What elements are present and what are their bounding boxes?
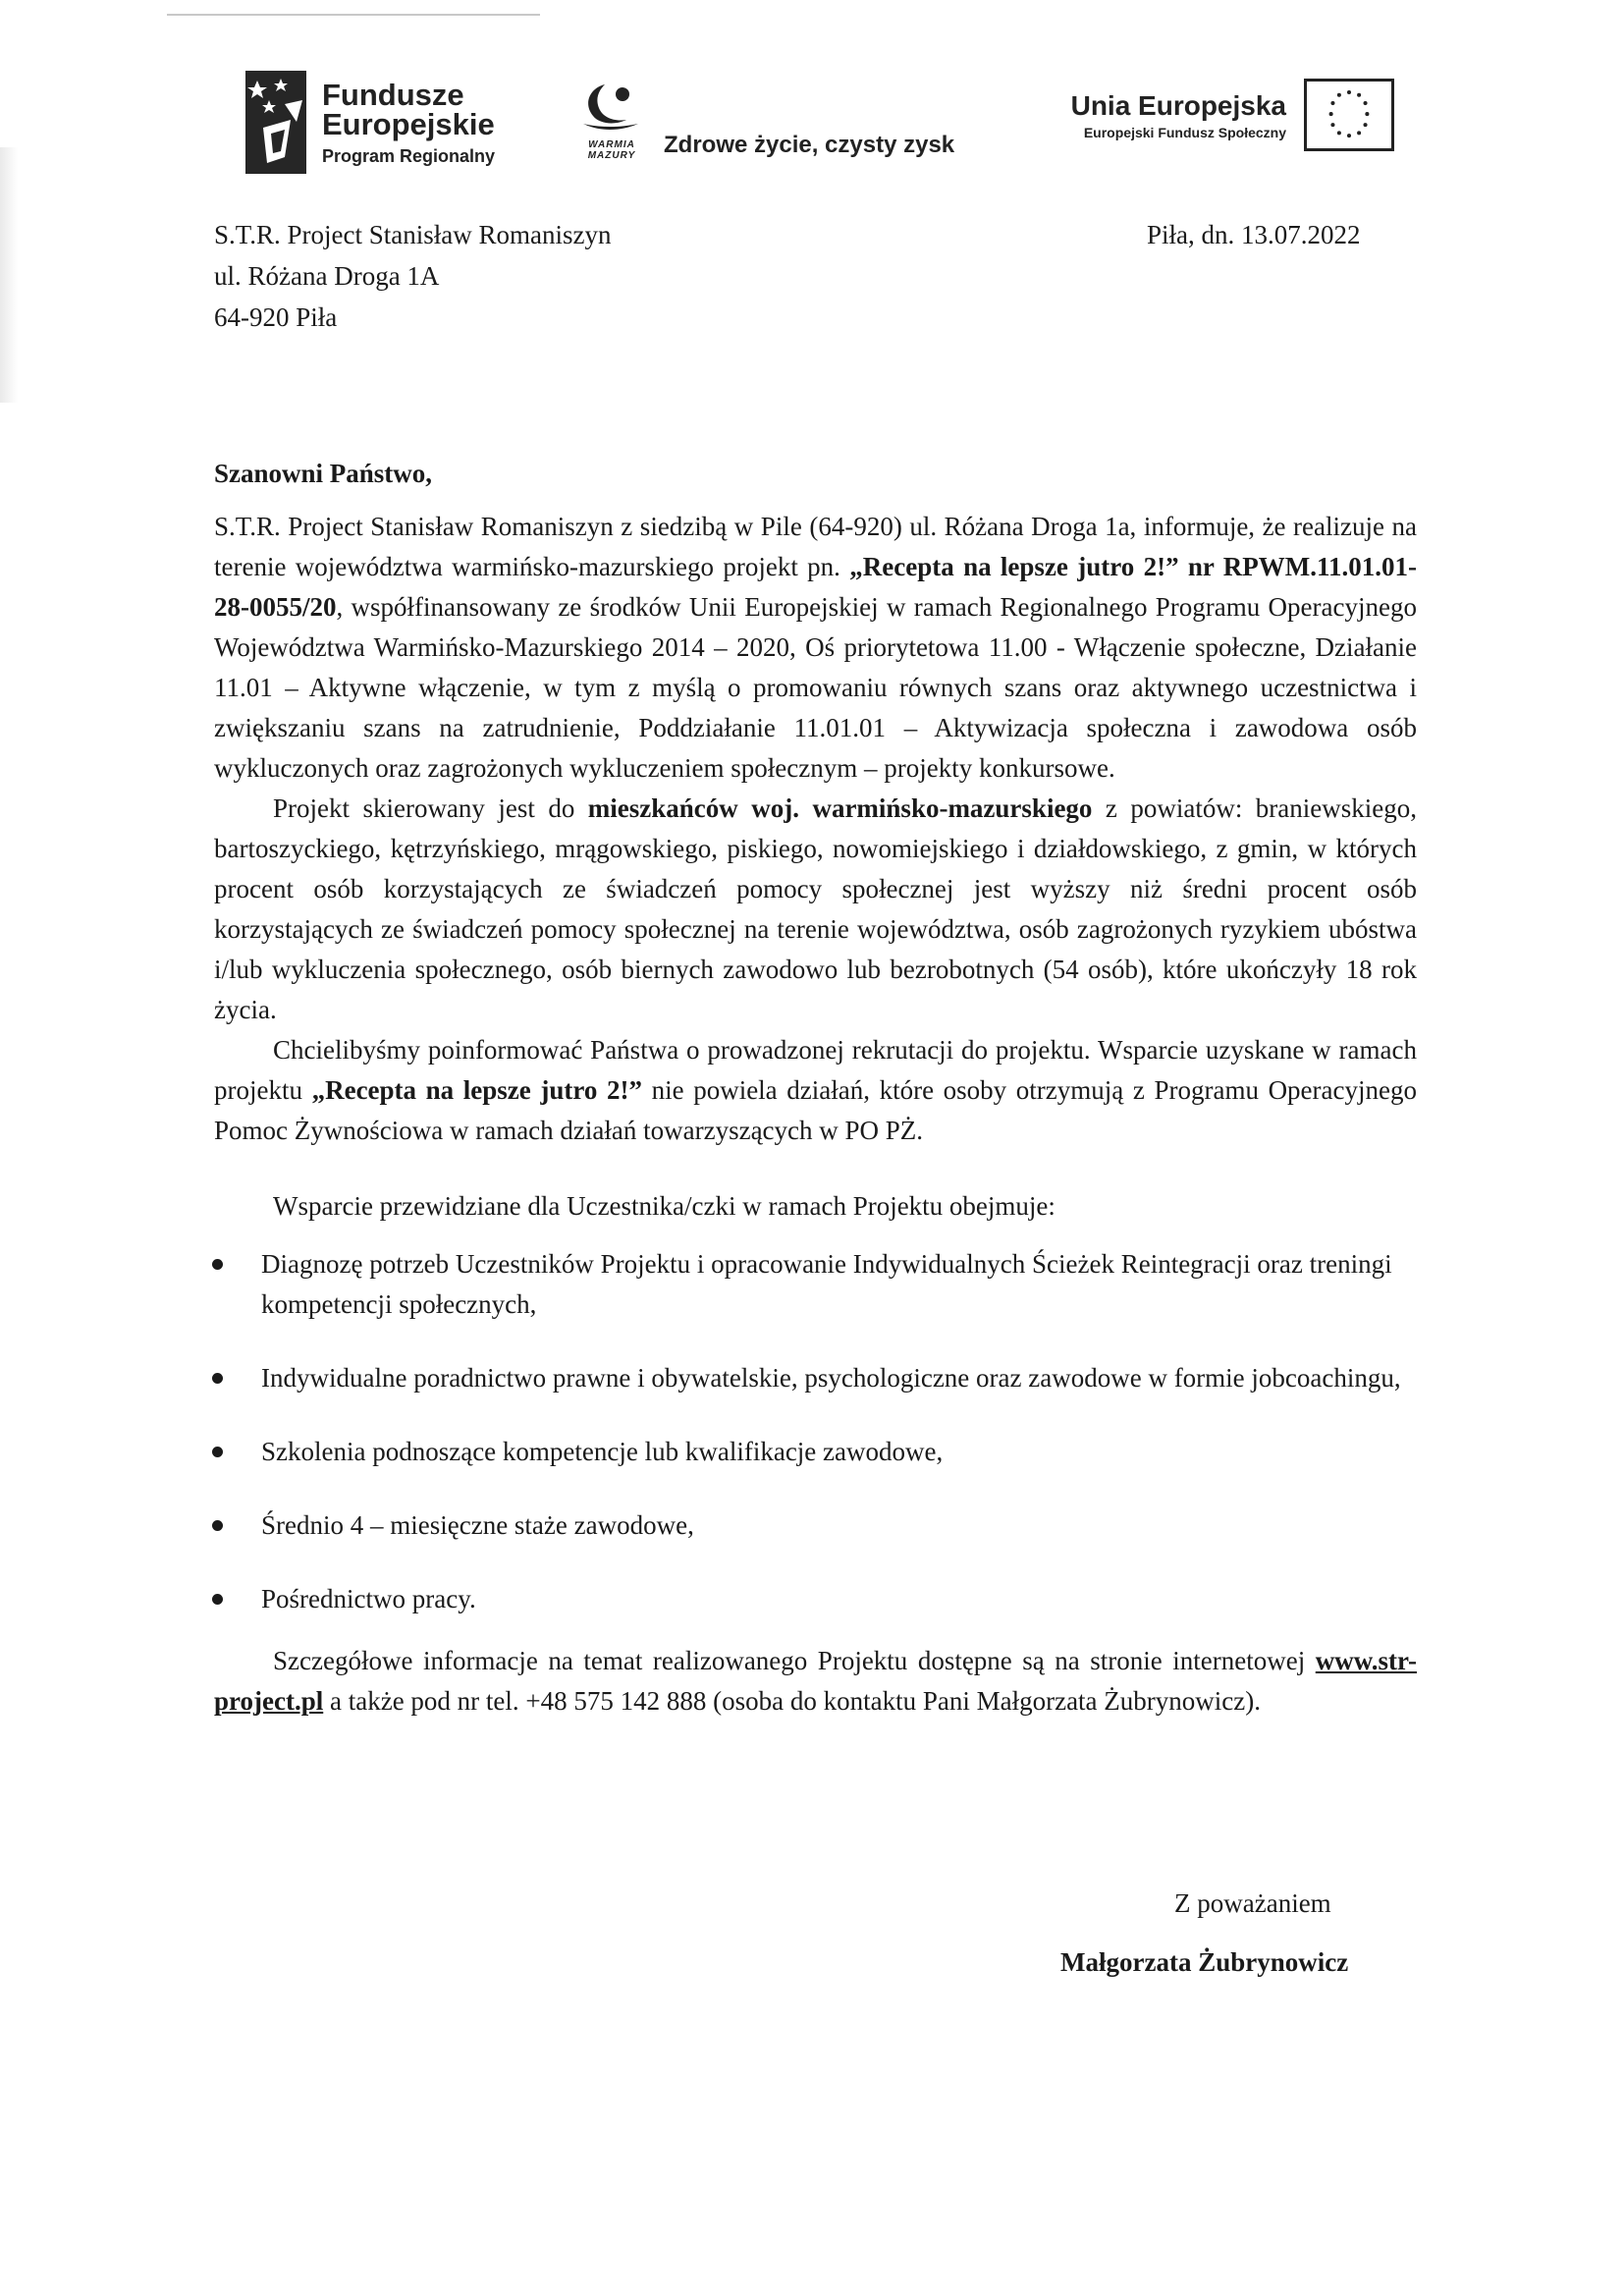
paragraph-contact-part2: a także pod nr tel. +48 575 142 888 (osoba do kontaktu Pani Małgorzata Żubrynowicz). bbox=[323, 1686, 1261, 1716]
fe-logo-line2: Europejskie bbox=[322, 107, 495, 141]
sender-street: ul. Różana Droga 1A bbox=[214, 261, 440, 291]
closing-phrase: Z poważaniem bbox=[1174, 1888, 1331, 1918]
paragraph-recruitment bbox=[214, 1030, 1417, 1151]
support-list bbox=[214, 1244, 1417, 1619]
website-link[interactable]: www.str-project.pl bbox=[214, 1646, 1417, 1716]
letter-body bbox=[214, 507, 1417, 1722]
list-item bbox=[212, 1244, 1417, 1325]
list-item bbox=[212, 1579, 1417, 1619]
paragraph-intro bbox=[214, 507, 1417, 789]
support-item-text: Szkolenia podnoszące kompetencje lub kwalifikacje zawodowe, bbox=[261, 1437, 944, 1466]
fundusze-europejskie-emblem-icon bbox=[245, 71, 306, 174]
bullet-icon bbox=[212, 1373, 223, 1384]
signature-name: Małgorzata Żubrynowicz bbox=[1060, 1947, 1349, 1977]
eu-logo-subtitle: Europejski Fundusz Społeczny bbox=[1083, 125, 1286, 140]
warmia-mazury-logo bbox=[568, 81, 656, 179]
letter-header bbox=[0, 0, 1624, 196]
sender-name: S.T.R. Project Stanisław Romaniszyn bbox=[214, 220, 612, 249]
bullet-icon bbox=[212, 1447, 223, 1457]
bullet-icon bbox=[212, 1259, 223, 1270]
support-item-text: Indywidualne poradnictwo prawne i obywatelskie, psychologiczne oraz zawodowe w formie jobcoachingu, bbox=[261, 1363, 1401, 1393]
fe-logo-line3: Program Regionalny bbox=[322, 146, 496, 166]
paragraph-recruitment-part2: nie powiela działań, które osoby otrzymują z Programu Operacyjnego Pomoc Żywnościowa w ramach działań towarzyszących w PO PŻ. bbox=[214, 1075, 1417, 1145]
list-item bbox=[212, 1432, 1417, 1472]
list-item bbox=[212, 1505, 1417, 1546]
sender-city: 64-920 Piła bbox=[214, 302, 338, 332]
list-item bbox=[212, 1358, 1417, 1398]
bullet-icon bbox=[212, 1594, 223, 1605]
support-item-text: Średnio 4 – miesięczne staże zawodowe, bbox=[261, 1510, 694, 1540]
eu-flag-icon bbox=[1304, 79, 1394, 151]
warmia-mazury-emblem-icon bbox=[575, 81, 644, 132]
project-name-and-number: „Recepta na lepsze jutro 2!” nr RPWM.11.01.01-28-0055/20 bbox=[214, 552, 1417, 622]
sender-address-block bbox=[214, 214, 611, 338]
warmia-mazury-logo-text: WARMIA MAZURY bbox=[587, 139, 636, 161]
header-slogan: Zdrowe życie, czysty zysk bbox=[664, 132, 955, 158]
bullet-icon bbox=[212, 1520, 223, 1531]
fundusze-europejskie-logo bbox=[245, 71, 540, 179]
paragraph-contact-part1: Szczegółowe informacje na temat realizowanego Projektu dostępne są na stronie internetowej bbox=[273, 1646, 1316, 1675]
paragraph-recruitment-part1: Chcielibyśmy poinformować Państwa o prowadzonej rekrutacji do projektu. Wsparcie uzyskane w ramach projektu bbox=[214, 1035, 1417, 1105]
paragraph-target-part2: z powiatów: braniewskiego, bartoszyckiego, kętrzyńskiego, mrągowskiego, piskiego, nowomiejskiego i działdowskiego, z gmin, w których procent osób korzystających ze świadczeń pomocy społecznej jest wyższy niż średni procent osób korzystających ze świadczeń pomocy społecznej na terenie województwa, osób zagrożonych ryzykiem ubóstwa i/lub wykluczenia społecznego, osób biernych zawodowo lub bezrobotnych (54 osób), które ukończyły 18 rok życia. bbox=[214, 793, 1417, 1024]
target-group: mieszkańców woj. warmińsko-mazurskiego bbox=[587, 793, 1093, 823]
paragraph-intro-part1: S.T.R. Project Stanisław Romaniszyn z siedzibą w Pile (64-920) ul. Różana Droga 1a, informuje, że realizuje na terenie województwa warmińsko-mazurskiego projekt pn. bbox=[214, 512, 1417, 581]
letter-date: Piła, dn. 13.07.2022 bbox=[1147, 220, 1361, 249]
paragraph-contact bbox=[214, 1641, 1417, 1722]
paragraph-target-group bbox=[214, 789, 1417, 1030]
support-intro: Wsparcie przewidziane dla Uczestnika/czki w ramach Projektu obejmuje: bbox=[273, 1191, 1056, 1221]
support-item-text: Pośrednictwo pracy. bbox=[261, 1584, 476, 1613]
fe-logo-line1: Fundusze bbox=[322, 78, 464, 112]
paragraph-target-part1: Projekt skierowany jest do bbox=[273, 793, 588, 823]
eu-logo-title: Unia Europejska bbox=[1070, 90, 1286, 121]
support-item-text: Diagnozę potrzeb Uczestników Projektu i opracowanie Indywidualnych Ścieżek Reintegracji oraz treningi kompetencji społecznych, bbox=[261, 1249, 1392, 1319]
salutation: Szanowni Państwo, bbox=[214, 459, 433, 488]
unia-europejska-logo bbox=[1001, 77, 1404, 175]
project-name: „Recepta na lepsze jutro 2!” bbox=[311, 1075, 642, 1105]
paragraph-intro-part2: , współfinansowany ze środków Unii Europejskiej w ramach Regionalnego Programu Operacyjnego Województwa Warmińsko-Mazurskiego 2014 – 2020, Oś priorytetowa 11.00 - Włączenie społeczne, Działanie 11.01 – Aktywne włączenie, w tym z myślą o promowaniu równych szans oraz aktywnego uczestnictwa i zwiększaniu szans na zatrudnienie, Poddziałanie 11.01.01 – Aktywizacja społeczna i zawodowa osób wykluczonych oraz zagrożonych wykluczeniem społecznym – projekty konkursowe. bbox=[214, 592, 1417, 783]
